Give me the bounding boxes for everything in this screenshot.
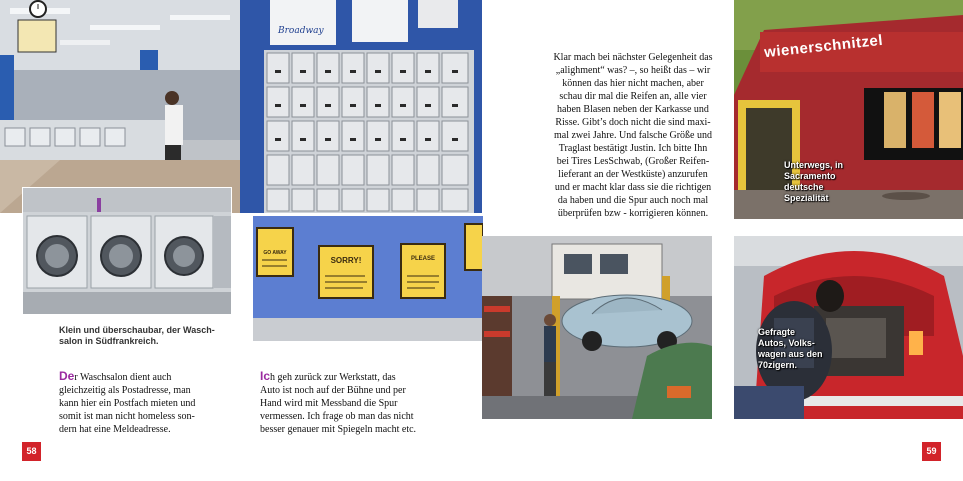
signs-wall-photo bbox=[252, 215, 484, 342]
paragraph-waschsalon-text: r Waschsalon dient auch gleichzeitig als Postadresse, man kann hier ein Postfach mieten und somit ist man nicht homeless son- dern hat eine Meldeadresse. bbox=[59, 372, 196, 435]
restaurant-sign-text: wienerschnitzel bbox=[763, 31, 884, 62]
workshop-photo bbox=[482, 236, 712, 419]
wienerschnitzel-caption: Unterwegs, in Sacramento deutsche Spezialität bbox=[784, 160, 844, 203]
page-number-right: 59 bbox=[922, 442, 941, 461]
drop-initial-ic: Ic bbox=[260, 369, 271, 383]
page-number-left: 58 bbox=[22, 442, 41, 461]
sign-sorry: SORRY! bbox=[330, 256, 362, 265]
washing-machines-photo bbox=[22, 187, 232, 315]
drop-initial-de: De bbox=[59, 369, 75, 383]
paragraph-waschsalon bbox=[59, 357, 249, 436]
mailbox-sign-text: Broadway bbox=[278, 26, 324, 36]
sign-go-away: GO AWAY bbox=[263, 250, 287, 256]
laundromat-interior-photo bbox=[0, 0, 240, 213]
right-body-text: Klar mach bei nächster Gelegenheit das „alighment“ was? –, so heißt das – wir können das hier nicht machen, aber schau dir mal die Reifen an, alle vier haben Blasen neben der Karkasse und Risse. Gibt’s doch nicht die sind maxi- mal zwei Jahre. Und falsche Größe und Traglast bestätigt Justin. Ich bitte Ihn bei Tires LesSchwab, (Großer Reifen- lieferant an der Westküste) anzurufen und er macht klar dass sie die richtigen da haben und die Spur auch noch mal überprüfen bzw - korrigieren können. bbox=[553, 52, 713, 219]
laundromat-caption: Klein und überschaubar, der Wasch- salon in Südfrankreich. bbox=[59, 325, 215, 346]
paragraph-werkstatt-text: h geh zurück zur Werkstatt, das Auto ist noch auf der Bühne und per Hand wird mit Messband die Spur vermessen. Ich frage ob man das nicht besser genauer mit Spiegeln macht etc. bbox=[260, 372, 417, 435]
sign-please: PLEASE bbox=[410, 256, 435, 262]
paragraph-werkstatt bbox=[260, 357, 470, 436]
vw-caption: Gefragte Autos, Volks- wagen aus den 70zigern. bbox=[758, 327, 823, 370]
mailboxes-photo bbox=[240, 0, 482, 213]
